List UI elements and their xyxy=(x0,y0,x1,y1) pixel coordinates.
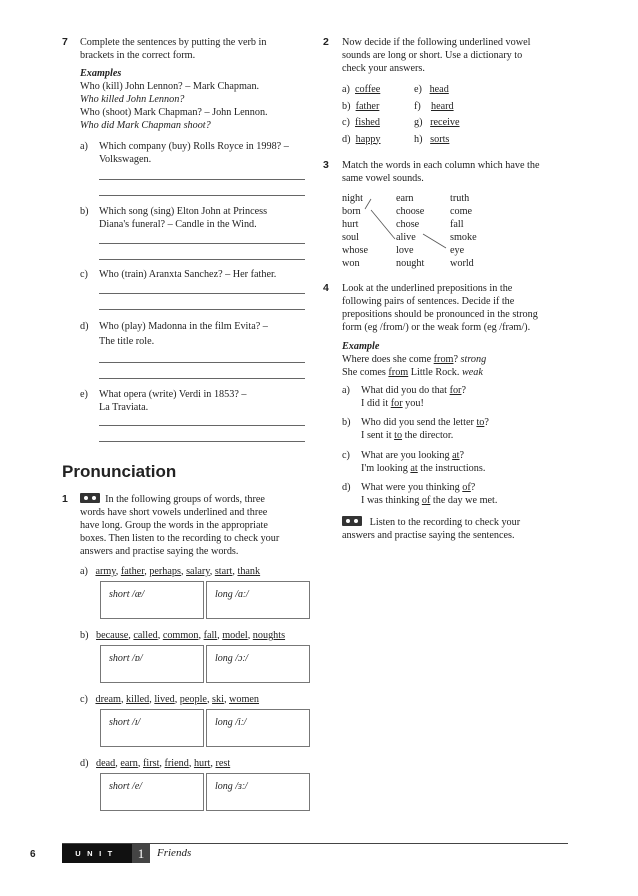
example-answer: Who killed John Lennon? xyxy=(80,94,185,105)
word-group-d: d) dead, earn, first, friend, hurt, rest xyxy=(80,758,231,769)
exercise-7 xyxy=(62,36,312,132)
word-group-c: c) dream, killed, lived, people, ski, women xyxy=(80,694,260,705)
matching-lines xyxy=(360,196,460,256)
short-vowel-box[interactable]: short /e/ xyxy=(100,773,204,811)
example-question: Who (kill) John Lennon? – Mark Chapman. xyxy=(80,81,260,92)
short-vowel-box[interactable]: short /ɪ/ xyxy=(100,709,204,747)
exercise-4-item-d: d) What were you thinking of? I was thinking of the day we met. xyxy=(342,482,498,506)
example-question: Who (shoot) Mark Chapman? – John Lennon. xyxy=(80,107,268,118)
unit-label: UNIT xyxy=(62,844,132,863)
match-line-alive-eye xyxy=(423,234,446,248)
long-vowel-box[interactable]: long /ɜː/ xyxy=(206,773,310,811)
exercise-7-item-a: a) Which company (buy) Rolls Royce in 1998? – Volkswagen. xyxy=(80,141,289,165)
exercise-number: 1 xyxy=(62,493,68,505)
pronunciation-exercise-1: 1 In the following groups of words, three words have short vowels underlined and three have long. Group the words in the appropriate boxes. Then listen to the recording to check your answers and practise saying the words. xyxy=(62,493,280,557)
short-vowel-box[interactable]: short /ɒ/ xyxy=(100,645,204,683)
instruction-line: Complete the sentences by putting the verb in xyxy=(80,37,267,48)
answer-line[interactable] xyxy=(99,243,305,244)
answer-line[interactable] xyxy=(99,293,305,294)
exercise-2: 2 Now decide if the following underlined vowel sounds are long or short. Use a dictionary to check your answers. xyxy=(323,36,531,74)
match-column-1: night born hurt soul whose won xyxy=(342,193,369,269)
answer-line[interactable] xyxy=(99,425,305,426)
exercise-number: 3 xyxy=(323,159,329,171)
cassette-icon xyxy=(80,493,100,503)
answer-line[interactable] xyxy=(99,309,305,310)
section-heading: Pronunciation xyxy=(62,462,177,481)
exercise-7-item-b: b) Which song (sing) Elton John at Princess Diana's funeral? – Candle in the Wind. xyxy=(80,206,268,230)
answer-line[interactable] xyxy=(99,179,305,180)
unit-number: 1 xyxy=(132,844,150,863)
exercise-number: 2 xyxy=(323,36,329,48)
vowel-list-left: a) coffee b) father c) fished d) happy xyxy=(342,84,381,145)
word-group-a: a) army, father, perhaps, salary, start, thank xyxy=(80,566,261,577)
exercise-number: 4 xyxy=(323,282,329,294)
answer-line[interactable] xyxy=(99,259,305,260)
examples-label: Examples xyxy=(80,68,122,79)
page-number: 6 xyxy=(30,849,36,860)
cassette-icon xyxy=(342,516,362,526)
match-column-3: truth come fall smoke eye world xyxy=(450,193,477,269)
example-answer: Who did Mark Chapman shoot? xyxy=(80,120,211,131)
answer-line[interactable] xyxy=(99,362,305,363)
exercise-4-item-b: b) Who did you send the letter to? I sent it to the director. xyxy=(342,417,489,441)
word-group-b: b) because, called, common, fall, model, noughts xyxy=(80,630,286,641)
match-column-2: earn choose chose alive love nought xyxy=(396,193,425,269)
instruction-line: brackets in the correct form. xyxy=(80,50,196,61)
exercise-7-item-e: e) What opera (write) Verdi in 1853? – La Traviata. xyxy=(80,389,247,413)
match-line-born-alive xyxy=(371,210,395,239)
answer-line[interactable] xyxy=(99,195,305,196)
exercise-4: 4 Look at the underlined prepositions in the following pairs of sentences. Decide if the prepositions should be pronounced in the strong form (eg /from/) or the weak form (eg /frəm/). Example Where does she come from? strong She comes from Little Rock. weak xyxy=(323,282,538,378)
exercise-number: 7 xyxy=(62,36,68,48)
exercise-7-item-c: c) Who (train) Aranxta Sanchez? – Her father. xyxy=(80,269,277,280)
vowel-list-right: e) head f) heard g) receive h) sorts xyxy=(414,84,460,145)
answer-line[interactable] xyxy=(99,378,305,379)
long-vowel-box[interactable]: long /iː/ xyxy=(206,709,310,747)
short-vowel-box[interactable]: short /æ/ xyxy=(100,581,204,619)
long-vowel-box[interactable]: long /ɑː/ xyxy=(206,581,310,619)
answer-line[interactable] xyxy=(99,441,305,442)
match-line-night-earn xyxy=(365,199,371,209)
exercise-7-item-d: d) Who (play) Madonna in the film Evita? – The title role. xyxy=(80,321,268,347)
long-vowel-box[interactable]: long /ɔː/ xyxy=(206,645,310,683)
listen-instruction: Listen to the recording to check your answers and practise saying the sentences. xyxy=(342,517,521,541)
exercise-4-item-c: c) What are you looking at? I'm looking at the instructions. xyxy=(342,450,486,474)
unit-title: Friends xyxy=(157,847,192,859)
exercise-4-item-a: a) What did you do that for? I did it for you! xyxy=(342,385,466,409)
exercise-3: 3 Match the words in each column which have the same vowel sounds. xyxy=(323,159,540,184)
